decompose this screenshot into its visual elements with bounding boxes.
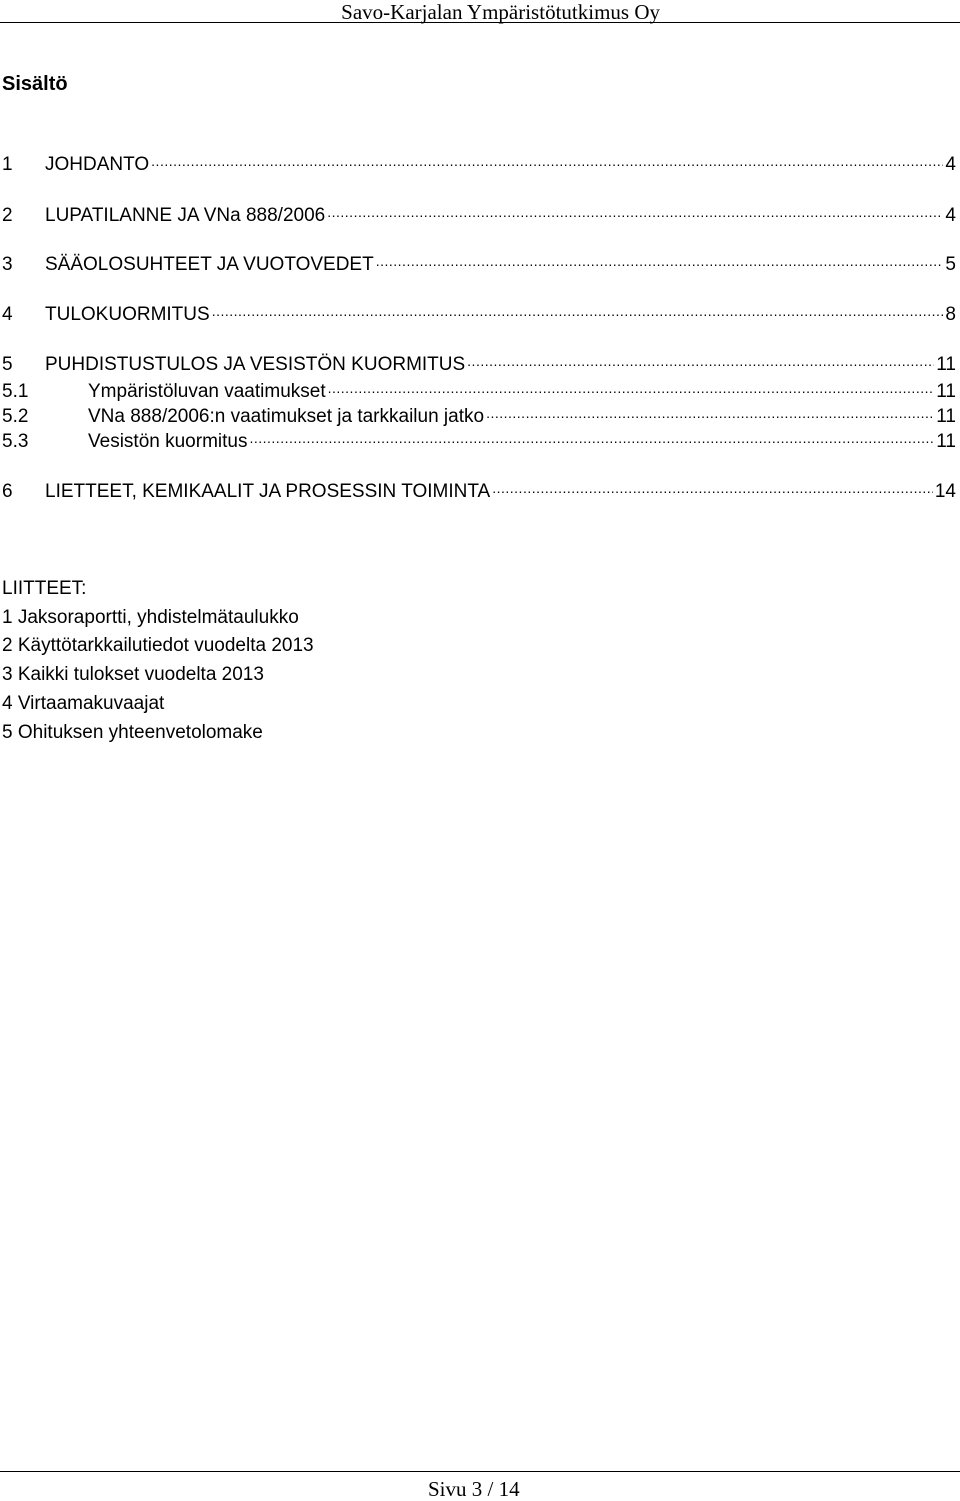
toc-entry-title: PUHDISTUSTULOS JA VESISTÖN KUORMITUS: [45, 354, 466, 375]
toc-dot-leader: [249, 423, 934, 447]
toc-dot-leader: [328, 373, 935, 397]
toc-entry-number: 6: [2, 481, 13, 502]
toc-entry-title: TULOKUORMITUS: [45, 304, 210, 325]
toc-entry[interactable]: [2, 423, 956, 452]
toc-entry-page: 11: [936, 406, 956, 427]
toc-dot-leader: [212, 296, 944, 320]
appendix-item: 4 Virtaamakuvaajat: [2, 693, 165, 714]
toc-entry-title: JOHDANTO: [45, 154, 150, 175]
company-name: Savo-Karjalan Ympäristötutkimus Oy: [341, 0, 660, 24]
toc-entry-number: 5.3: [2, 431, 29, 452]
toc-entry[interactable]: [2, 146, 956, 175]
toc-entry[interactable]: [2, 346, 956, 375]
toc-entry-page: 4: [945, 205, 956, 226]
toc-entry-title: VNa 888/2006:n vaatimukset ja tarkkailun jatko: [88, 406, 485, 427]
appendix-item: 3 Kaikki tulokset vuodelta 2013: [2, 664, 264, 685]
toc-entry[interactable]: [2, 246, 956, 275]
toc-entry[interactable]: [2, 473, 956, 502]
toc-entry[interactable]: [2, 197, 956, 226]
toc-entry-number: 5.2: [2, 406, 29, 427]
page-header: [0, 0, 960, 23]
toc-dot-leader: [151, 146, 943, 170]
toc-entry-page: 4: [945, 154, 956, 175]
toc-entry-title: LUPATILANNE JA VNa 888/2006: [45, 205, 326, 226]
toc-entry-page: 11: [936, 381, 956, 402]
appendix-item: 2 Käyttötarkkailutiedot vuodelta 2013: [2, 635, 314, 656]
toc-entry[interactable]: [2, 373, 956, 402]
toc-dot-leader: [376, 246, 944, 270]
toc-entry-number: 5.1: [2, 381, 29, 402]
appendix-item: 1 Jaksoraportti, yhdistelmätaulukko: [2, 607, 299, 628]
toc-entry-number: 4: [2, 304, 13, 325]
appendix-item: 5 Ohituksen yhteenvetolomake: [2, 722, 263, 743]
toc-entry-page: 8: [945, 304, 956, 325]
toc-entry-title: Ympäristöluvan vaatimukset: [88, 381, 326, 402]
toc-title: Sisältö: [2, 73, 68, 95]
toc-entry-number: 3: [2, 254, 13, 275]
toc-dot-leader: [492, 473, 933, 497]
toc-entry[interactable]: [2, 296, 956, 325]
toc-dot-leader: [327, 197, 943, 221]
appendices-heading: LIITTEET:: [2, 578, 87, 599]
toc-dot-leader: [467, 346, 934, 370]
page-footer: [0, 1471, 960, 1501]
toc-entry-page: 11: [936, 431, 956, 452]
toc-entry-title: Vesistön kuormitus: [88, 431, 248, 452]
toc-dot-leader: [486, 398, 934, 422]
toc-entry-page: 5: [945, 254, 956, 275]
toc-entry-number: 2: [2, 205, 13, 226]
page-number: Sivu 3 / 14: [428, 1477, 520, 1501]
toc-entry[interactable]: [2, 398, 956, 427]
toc-entry-title: LIETTEET, KEMIKAALIT JA PROSESSIN TOIMINTA: [45, 481, 491, 502]
toc-entry-number: 5: [2, 354, 13, 375]
toc-entry-number: 1: [2, 154, 13, 175]
toc-entry-page: 11: [936, 354, 956, 375]
toc-entry-title: SÄÄOLOSUHTEET JA VUOTOVEDET: [45, 254, 374, 275]
toc-entry-page: 14: [934, 481, 956, 502]
